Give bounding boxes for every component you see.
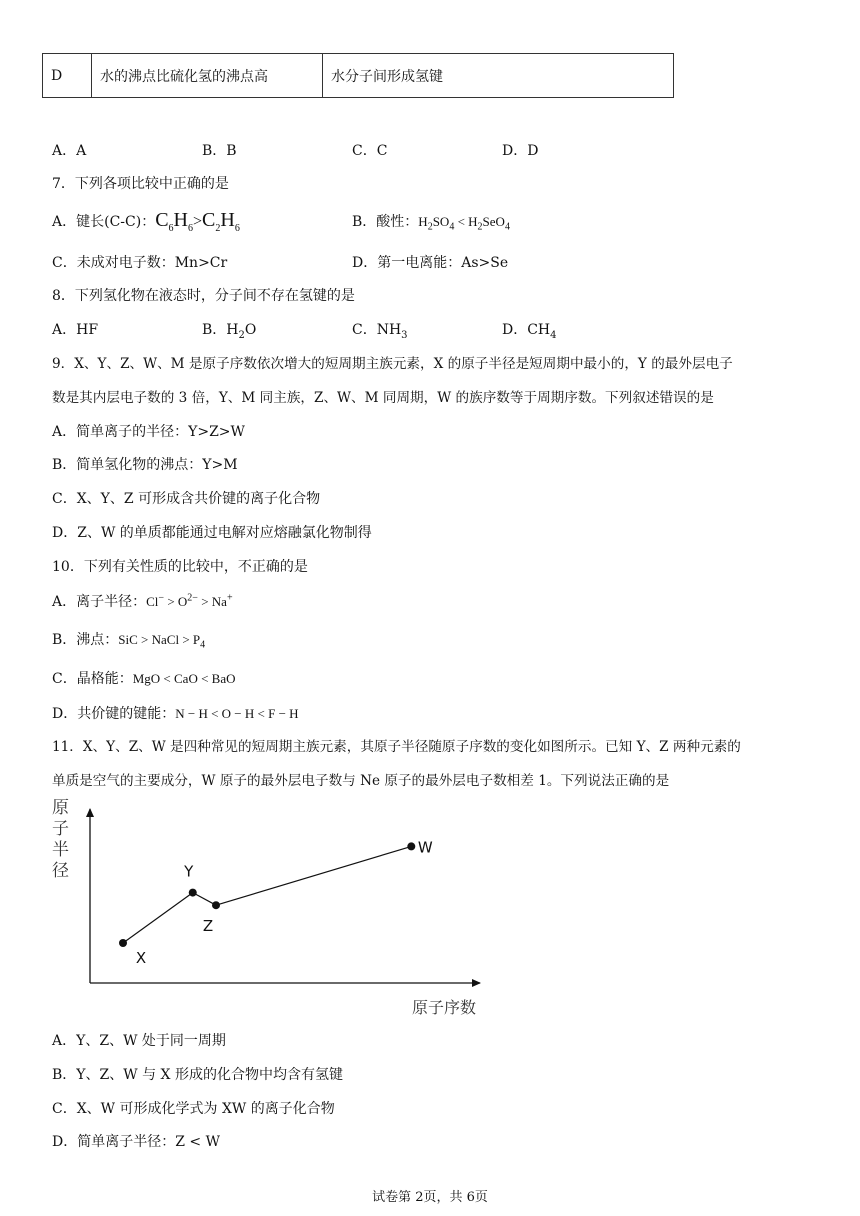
q10-b-sub: 4	[200, 639, 206, 651]
point-x	[119, 939, 127, 947]
table-cell-option: D	[43, 54, 92, 98]
q8-option-c	[352, 321, 408, 339]
q10-a-e0: Cl	[146, 594, 159, 609]
q7-a-f2-sub2: 6	[234, 223, 240, 234]
q6-option-c: C．C	[352, 143, 388, 159]
q9-stem-line2: 数是其内层电子数的 3 倍，Y、M 同主族，Z、W、M 同周期，W 的族序数等于周期序数。下列叙述错误的是	[52, 390, 714, 406]
q10-a-e2: > O	[164, 594, 188, 609]
point-label-w: W	[417, 838, 433, 857]
q7-option-a	[52, 209, 240, 234]
page-footer: 试卷第 2页，共 6页	[372, 1190, 488, 1205]
q8-c-sub: 3	[401, 329, 408, 341]
x-axis-label: 原子序数	[412, 998, 477, 1017]
q7-a-f2-h: H	[220, 209, 235, 231]
radius-series	[119, 838, 433, 967]
q11-option-d: D．简单离子半径：Z < W	[52, 1134, 220, 1150]
answer-table	[42, 53, 674, 98]
q9-option-b: B．简单氢化物的沸点：Y>M	[52, 457, 238, 473]
point-label-y: Y	[184, 862, 194, 881]
q7-b-s2: 4	[449, 221, 455, 233]
q8-stem: 8．下列氢化物在液态时，分子间不存在氢键的是	[52, 288, 355, 304]
q8-b-post: O	[244, 322, 257, 338]
q7-a-f1-sub2: 6	[188, 223, 193, 234]
q7-option-d: D．第一电离能：As>Se	[352, 255, 509, 271]
q7-b-s3: 2	[477, 221, 483, 233]
q10-a-e5: +	[226, 592, 233, 604]
q10-a-e3: 2−	[187, 592, 198, 604]
point-label-x: X	[135, 949, 147, 967]
point-label-z: Z	[202, 917, 214, 936]
table-row	[43, 54, 674, 98]
q8-b-pre: B．H	[202, 322, 239, 338]
q9-option-c: C．X、Y、Z 可形成含共价键的离子化合物	[52, 491, 321, 507]
q10-option-c	[52, 670, 236, 688]
q10-a-label: A．离子半径：	[52, 594, 147, 610]
q10-a-expr	[146, 594, 232, 609]
q8-d-pre: D．CH	[502, 322, 551, 338]
q7-stem: 7．下列各项比较中正确的是	[52, 176, 229, 192]
point-z	[212, 901, 220, 909]
q7-a-label: A．键长(C-C)：	[52, 214, 156, 230]
q7-b-s4: 4	[504, 221, 510, 233]
q11-option-a: A．Y、Z、W 处于同一周期	[52, 1033, 226, 1049]
q8-b-sub: 2	[238, 329, 245, 341]
q6-option-b: B．B	[202, 143, 237, 159]
q7-a-f2-sub1: 2	[215, 223, 221, 234]
q9-stem-line1: 9．X、Y、Z、W、M 是原子序数依次增大的短周期主族元素，X 的原子半径是短周期中最小的，Y 的最外层电子	[52, 356, 733, 372]
y-axis-label: 原子半径	[52, 798, 69, 881]
q7-a-f1-c: C	[155, 209, 169, 231]
q7-b-formula	[418, 214, 510, 233]
q7-a-f1-h: H	[173, 209, 188, 231]
q9-option-d: D．Z、W 的单质都能通过电解对应熔融氯化物制得	[52, 525, 372, 541]
q8-option-a: A．HF	[52, 322, 99, 338]
q7-a-f1-sub1: 6	[168, 223, 174, 234]
table-cell-statement: 水的沸点比硫化氢的沸点高	[92, 54, 323, 98]
atomic-radius-chart	[40, 795, 500, 1025]
q11-stem-line2: 单质是空气的主要成分，W 原子的最外层电子数与 Ne 原子的最外层电子数相差 1。下列说法正确的是	[52, 773, 670, 789]
q11-option-c: C．X、W 可形成化学式为 XW 的离子化合物	[52, 1101, 335, 1117]
q7-b-s1: 2	[427, 221, 433, 233]
q10-a-e1: −	[158, 592, 165, 604]
q10-c-label: C．晶格能：	[52, 671, 133, 687]
q7-option-c: C．未成对电子数：Mn>Cr	[52, 255, 228, 271]
q10-a-e4: > Na	[197, 594, 227, 609]
q8-d-sub: 4	[550, 329, 557, 341]
q10-b-label: B．沸点：	[52, 632, 119, 648]
q7-option-b	[352, 213, 510, 231]
q10-option-b	[52, 631, 205, 649]
q7-b-lt: <	[454, 214, 469, 229]
q11-stem-line1: 11．X、Y、Z、W 是四种常见的短周期主族元素，其原子半径随原子序数的变化如图所示。已知 Y、Z 两种元素的	[52, 739, 741, 755]
q7-a-f2-c: C	[202, 209, 216, 231]
series-segment-1	[123, 893, 193, 943]
q11-option-b: B．Y、Z、W 与 X 形成的化合物中均含有氢键	[52, 1067, 343, 1083]
q7-b-e3: H	[468, 214, 478, 229]
q7-a-gt: >	[193, 213, 203, 230]
q10-option-d	[52, 705, 299, 723]
q8-option-b	[202, 321, 256, 339]
table-cell-reason: 水分子间形成氢键	[323, 54, 674, 98]
q7-b-label: B．酸性：	[352, 214, 419, 230]
q7-b-e2: SO	[432, 214, 450, 229]
q10-c-expr: MgO < CaO < BaO	[132, 671, 236, 686]
q10-d-expr: N − H < O − H < F − H	[175, 706, 299, 721]
q7-b-e4: SeO	[482, 214, 505, 229]
point-y	[189, 889, 197, 897]
q6-option-a: A．A	[52, 143, 87, 159]
q7-b-e1: H	[418, 214, 428, 229]
q10-stem: 10．下列有关性质的比较中，不正确的是	[52, 559, 308, 575]
q9-option-a: A．简单离子的半径：Y>Z>W	[52, 424, 245, 440]
q10-b-expr	[118, 632, 206, 651]
q7-a-formula	[155, 209, 240, 234]
q10-b-pre: SiC > NaCl > P	[118, 632, 201, 647]
q6-option-d: D．D	[502, 143, 539, 159]
q10-d-label: D．共价键的键能：	[52, 706, 176, 722]
series-segment-3	[216, 846, 411, 905]
q10-option-a	[52, 593, 233, 611]
point-w	[407, 842, 415, 850]
q8-option-d	[502, 321, 557, 339]
q8-c-pre: C．NH	[352, 322, 402, 338]
